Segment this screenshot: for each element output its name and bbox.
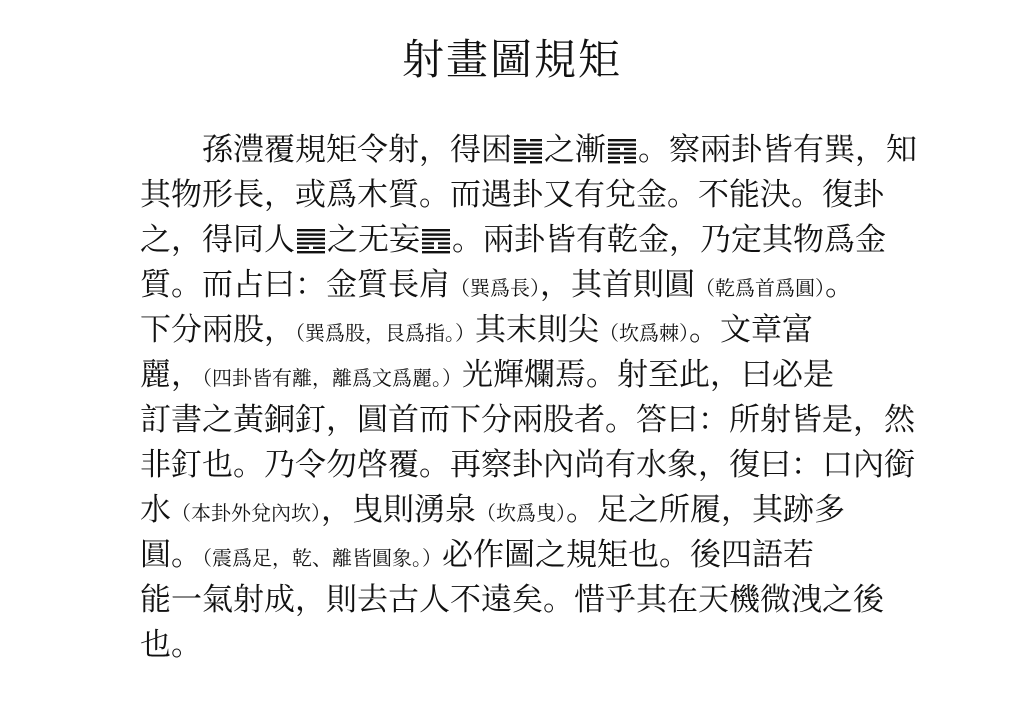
text-line [140, 128, 917, 173]
text-segment: 其末則尖 [475, 312, 599, 348]
annotation-note: （坎爲棘） [599, 321, 689, 345]
text-line [140, 308, 900, 353]
hexagram-jian-svg [607, 138, 637, 164]
annotation-note: （乾爲首爲圓） [695, 276, 825, 300]
text-line: 其物形長，或爲木質。而遇卦又有兌金。不能決。復卦 [140, 177, 884, 213]
text-segment: 之漸 [544, 132, 606, 168]
text-line [140, 218, 900, 263]
text-segment: 。足之所履，其跡多 [566, 492, 845, 528]
hexagram-tongren-icon [296, 228, 326, 254]
text-segment: 必作圖之規矩也。後四語若 [442, 537, 814, 573]
text-segment: 麗， [140, 357, 202, 393]
annotation-note: （本卦外兌內坎） [171, 501, 321, 525]
hexagram-kun-svg [513, 138, 543, 164]
text-line: 訂書之黃銅釘，圓首而下分兩股者。答曰：所射皆是，然 [140, 402, 915, 438]
text-line: 能一氣射成，則去古人不遠矣。惜乎其在天機微洩之後 [140, 582, 884, 618]
hexagram-tongren-svg [296, 228, 326, 254]
text-segment: ，曳則湧泉 [321, 492, 476, 528]
text-segment: 光輝爛焉。射至此，曰必是 [462, 357, 834, 393]
text-line [140, 353, 900, 398]
text-segment: 。文章富 [689, 312, 813, 348]
text-line: 非釘也。乃令勿啓覆。再察卦內尚有水象，復曰：口內銜 [140, 447, 915, 483]
hexagram-kun-icon [513, 138, 543, 164]
annotation-note: （坎爲曳） [476, 501, 566, 525]
text-line: 也。 [140, 627, 202, 663]
text-segment: 下分兩股， [140, 312, 295, 348]
text-segment: 圓。 [140, 537, 202, 573]
text-segment: 之无妄 [327, 222, 420, 258]
page-title: 射畫圖規矩 [401, 35, 622, 84]
text-segment: 。察兩卦皆有巽，知 [638, 132, 917, 168]
text-line [140, 533, 900, 578]
text-line [140, 488, 900, 533]
text-segment: 。兩卦皆有乾金，乃定其物爲金 [452, 222, 886, 258]
annotation-note: （震爲足，乾、離皆圓象。） [202, 546, 442, 570]
text-segment: 孫澧覆規矩令射，得困 [202, 132, 512, 168]
hexagram-wuwang-svg [421, 228, 451, 254]
text-line [140, 263, 900, 308]
text-segment: 質。而占曰：金質長肩 [140, 267, 450, 303]
annotation-note: （四卦皆有離，離爲文爲麗。） [202, 366, 462, 390]
hexagram-jian-icon [607, 138, 637, 164]
text-segment: 之，得同人 [140, 222, 295, 258]
annotation-note: （巽爲長） [450, 276, 540, 300]
text-segment: ，其首則圓 [540, 267, 695, 303]
hexagram-wuwang-icon [421, 228, 451, 254]
paragraph [140, 128, 917, 668]
text-segment: 。 [825, 267, 856, 303]
text-segment: 水 [140, 492, 171, 528]
annotation-note: （巽爲股，艮爲指。） [295, 321, 475, 345]
